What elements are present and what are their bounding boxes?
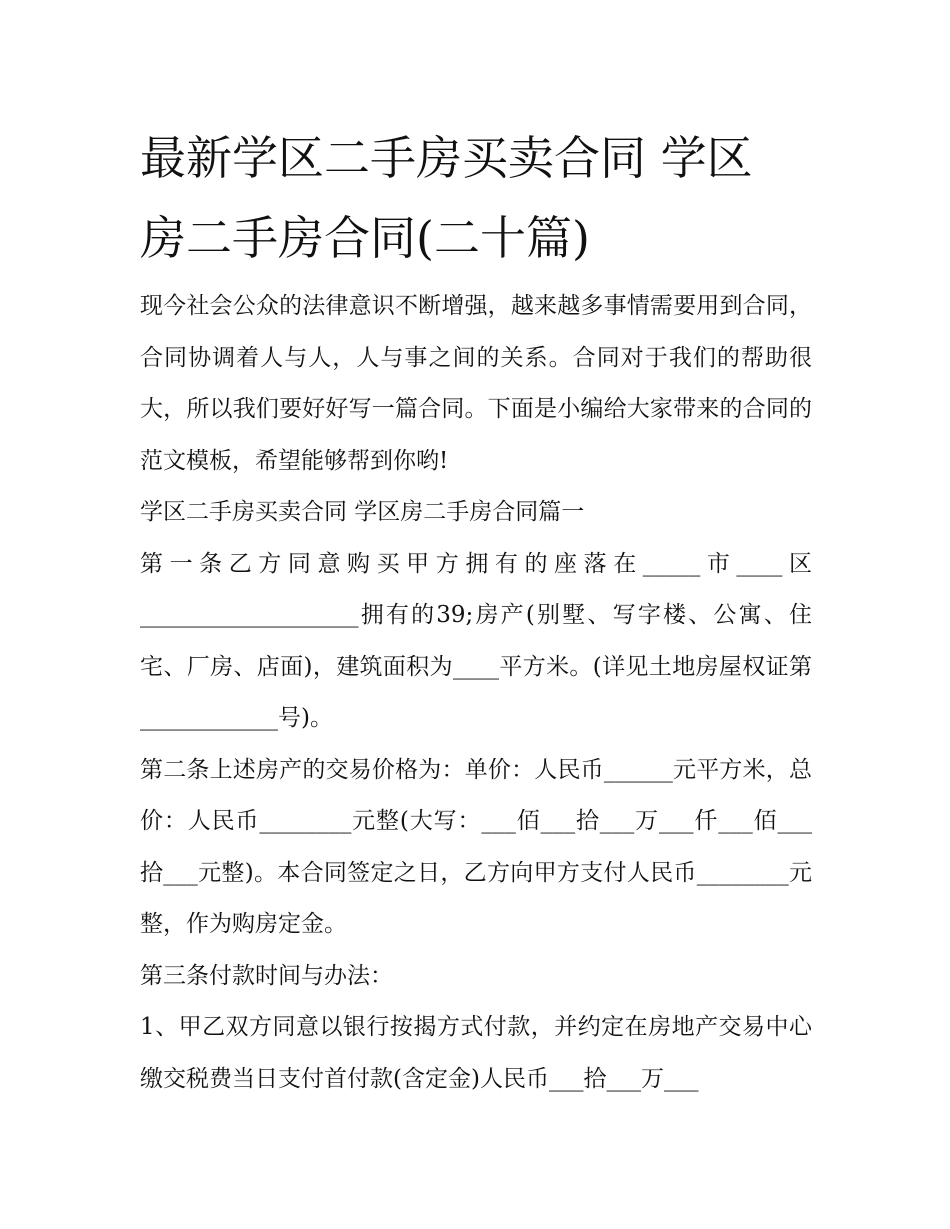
- article-1-paragraph: 第一条乙方同意购买甲方拥有的座落在_____市____区___________________拥有的39;房产(别墅、写字楼、公寓、住宅、厂房、店面)，建筑面积为____平方米。(详见土地房屋权证第____________号)。: [140, 550, 812, 731]
- article-2-paragraph: 第二条上述房产的交易价格为：单价：人民币______元平方米，总价：人民币________元整(大写：___佰___拾___万___仟___佰___拾___元整)。本合同签定之日，乙方向甲方支付人民币________元整，作为购房定金。: [140, 756, 812, 937]
- document-title: [140, 118, 820, 278]
- title-line-2: 房二手房合同(二十篇): [140, 211, 590, 265]
- intro-paragraph: 现今社会公众的法律意识不断增强，越来越多事情需要用到合同，合同协调着人与人，人与事之间的关系。合同对于我们的帮助很大，所以我们要好好写一篇合同。下面是小编给大家带来的合同的范文模板，希望能够帮到你哟!: [140, 293, 812, 474]
- article-3-heading: 第三条付款时间与办法：: [140, 962, 393, 989]
- document-body: [140, 281, 812, 1105]
- article-3-item-1: 1、甲乙双方同意以银行按揭方式付款，并约定在房地产交易中心缴交税费当日支付首付款(含定金)人民币___拾___万___: [140, 1014, 812, 1092]
- title-line-1: 最新学区二手房买卖合同 学区: [140, 131, 753, 185]
- section-heading: 学区二手房买卖合同 学区房二手房合同篇一: [140, 499, 585, 525]
